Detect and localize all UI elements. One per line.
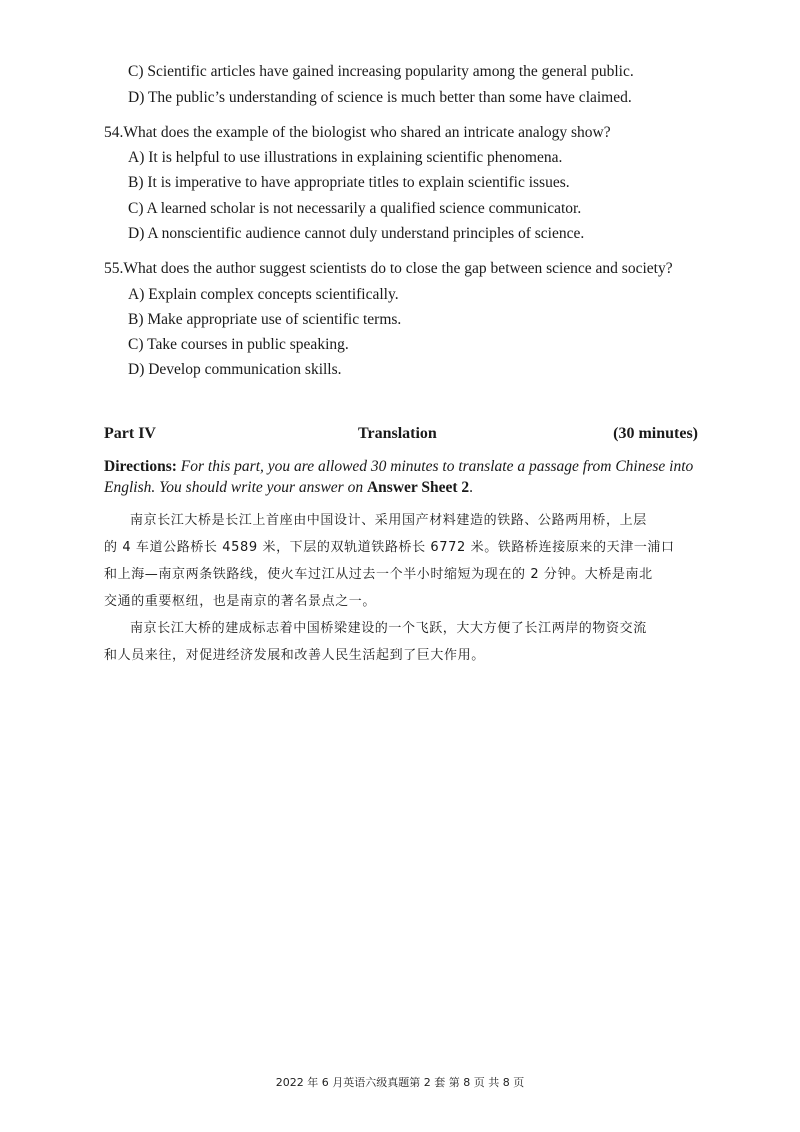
- q54-option-a: A) It is helpful to use illustrations in explaining scientific phenomena.: [128, 149, 563, 166]
- q53-option-c: C) Scientific articles have gained increasing popularity among the general public.: [128, 63, 634, 80]
- passage-line-4: 交通的重要枢纽，也是南京的著名景点之一。: [104, 594, 377, 609]
- directions-text-2: English. You should write your answer on: [104, 479, 364, 496]
- directions-label: Directions:: [104, 458, 177, 475]
- q53-option-d: D) The public’s understanding of science is much better than some have claimed.: [128, 89, 632, 106]
- q54-option-d: D) A nonscientific audience cannot duly understand principles of science.: [128, 225, 585, 242]
- passage-line-5: 南京长江大桥的建成标志着中国桥梁建设的一个飞跃，大大方便了长江两岸的物资交流: [130, 621, 647, 636]
- directions-text-1: For this part, you are allowed 30 minutes to translate a passage from Chinese into: [180, 458, 694, 475]
- passage-line-3: 和上海—南京两条铁路线，使火车过江从过去一个半小时缩短为现在的 2 分钟。大桥是南北: [104, 567, 653, 582]
- answer-sheet-label: Answer Sheet 2: [366, 479, 470, 496]
- q54-option-b: B) It is imperative to have appropriate titles to explain scientific issues.: [128, 174, 570, 191]
- q55-option-d: D) Develop communication skills.: [128, 361, 342, 378]
- q55-stem: 55.What does the author suggest scientists do to close the gap between science and society?: [104, 260, 673, 277]
- directions-end: .: [469, 479, 474, 496]
- section-title: Translation: [358, 425, 437, 442]
- q55-option-a: A) Explain complex concepts scientifically.: [128, 286, 399, 303]
- directions: [104, 456, 698, 498]
- q55-option-b: B) Make appropriate use of scientific terms.: [128, 311, 402, 328]
- time-limit: (30 minutes): [613, 425, 698, 442]
- page-footer: 2022 年 6 月英语六级真题第 2 套 第 8 页 共 8 页: [275, 1076, 525, 1089]
- passage-line-2: 的 4 车道公路桥长 4589 米，下层的双轨道铁路桥长 6772 米。铁路桥连接原来的天津一浦口: [104, 540, 675, 555]
- q55-option-c: C) Take courses in public speaking.: [128, 336, 349, 353]
- q54-stem: 54.What does the example of the biologist who shared an intricate analogy show?: [104, 124, 611, 141]
- passage-line-1: 南京长江大桥是长江上首座由中国设计、采用国产材料建造的铁路、公路两用桥，上层: [130, 513, 647, 528]
- q54-option-c: C) A learned scholar is not necessarily a qualified science communicator.: [128, 200, 582, 217]
- part-label: Part IV: [104, 425, 156, 442]
- passage-line-6: 和人员来往，对促进经济发展和改善人民生活起到了巨大作用。: [104, 648, 485, 663]
